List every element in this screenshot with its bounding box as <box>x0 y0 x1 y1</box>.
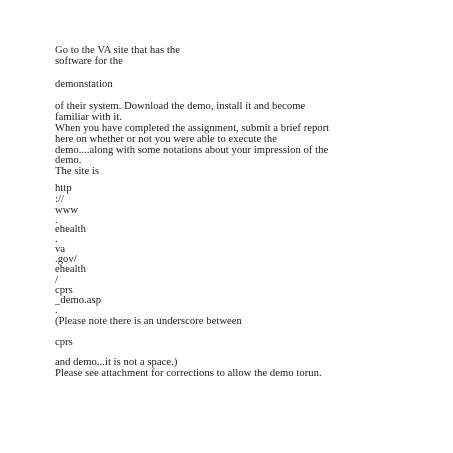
text-line: cprs <box>55 285 73 296</box>
text-line: va <box>55 244 66 255</box>
text-line: demo. <box>55 155 82 166</box>
text-line: :// <box>55 194 64 205</box>
text-line: Please see attachment for corrections to allow the demo torun. <box>55 368 322 379</box>
text-line: . <box>55 215 58 226</box>
text-line: http <box>55 183 72 194</box>
text-line: . <box>55 234 58 245</box>
text-line: demonstation <box>55 79 113 90</box>
text-line: demo....along with some notations about your impression of the <box>55 145 329 156</box>
text-line: Go to the VA site that has the <box>55 45 180 56</box>
text-line: of their system. Download the demo, install it and become <box>55 101 306 112</box>
text-line: _demo.asp <box>55 295 102 306</box>
text-line: familiar with it. <box>55 112 123 123</box>
text-line: software for the <box>55 56 123 67</box>
text-line: here on whether or not you were able to execute the <box>55 134 277 145</box>
text-line: The site is <box>55 166 100 177</box>
text-line: / <box>55 275 58 286</box>
text-line: and demo...it is not a space.) <box>55 357 178 368</box>
text-line: . <box>55 305 58 316</box>
text-line: ehealth <box>55 264 86 275</box>
text-line: .gov/ <box>55 254 77 265</box>
text-line: ehealth <box>55 224 86 235</box>
text-line: When you have completed the assignment, submit a brief report <box>55 123 330 134</box>
text-line: www <box>55 205 79 216</box>
text-line: (Please note there is an underscore between <box>55 316 242 327</box>
text-line: cprs <box>55 337 73 348</box>
